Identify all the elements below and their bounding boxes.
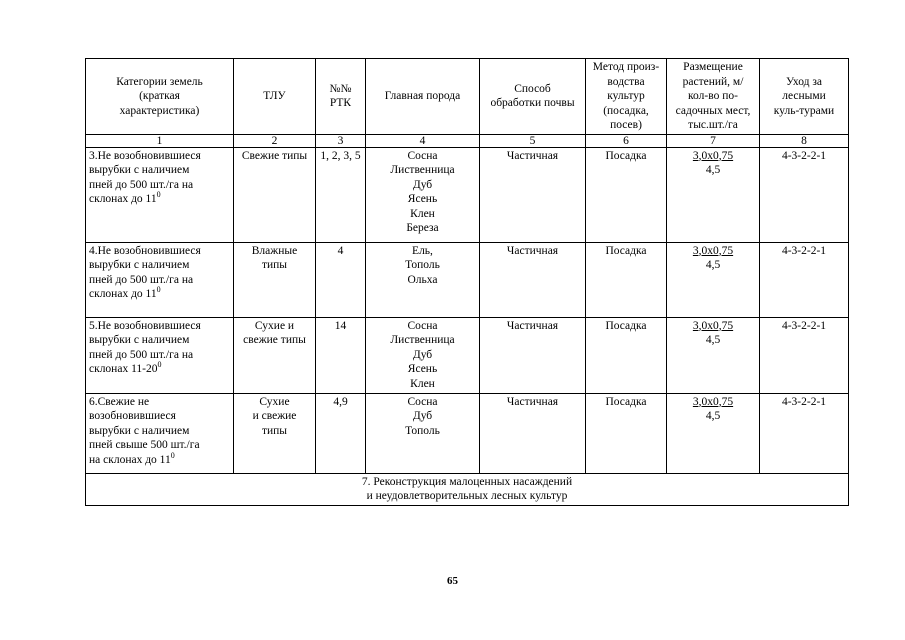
tlu-line: Сухие [259,395,290,408]
degree-superscript: 0 [170,450,175,460]
header-line: куль-турами [773,104,835,117]
land-category-line: вырубки с наличием [89,259,190,271]
planting-count: 4,5 [705,259,721,271]
column-number-8: 8 [760,134,849,147]
land-category-line: вырубки с наличием [89,164,190,176]
placement-cell [667,317,760,393]
degree-superscript: 0 [156,285,161,295]
table-body [86,147,849,505]
soil-treatment-cell: Частичная [480,317,586,393]
land-category-line: склонах до $11^0$ [89,285,161,300]
column-number-7: 7 [667,134,760,147]
tlu-line: свежие типы [243,334,306,346]
header-cell-2 [234,59,316,135]
tlu-cell [234,147,316,242]
tlu-cell [234,393,316,473]
species-item: Дуб [412,178,433,191]
header-line: Категории земель [116,75,203,88]
header-line: характеристика) [119,104,200,117]
header-line: культур [607,90,645,102]
tlu-cell [234,242,316,317]
section-title-row [86,473,849,505]
land-category-line: пней до 500 шт./га на [89,178,194,191]
tlu-line: Влажные [251,244,298,257]
rtk-cell: 4,9 [316,393,366,473]
column-numbers-row [86,134,849,147]
land-category-line: пней до 500 шт./га на [89,348,194,361]
species-item: Дуб [412,410,433,422]
species-item: Ольха [407,273,438,286]
header-line: ТЛУ [263,90,286,102]
land-category-line: вырубки с наличием [89,424,190,437]
care-cell: 4-3-2-2-1 [760,393,849,473]
section-title-line: 7. Реконструкция малоценных насаждений [361,475,573,488]
header-line: обработки почвы [490,97,575,110]
tlu-line: Сухие и [254,319,295,332]
column-number-3: 3 [316,134,366,147]
planting-count: 4,5 [705,410,721,422]
tlu-line: и свежие [252,410,297,422]
species-item: Тополь [405,259,440,271]
species-cell [366,393,480,473]
placement-spacing: 3,0х0,75 [692,395,734,408]
placement-cell [667,147,760,242]
placement-cell [667,242,760,317]
species-item: Береза [406,222,439,234]
production-method-cell: Посадка [586,393,667,473]
land-category-line: на склонах до $11^0$ [89,450,175,466]
placement-spacing: 3,0х0,75 [692,149,734,162]
header-cell-4 [366,59,480,135]
header-line: кол-во по- [688,90,738,102]
species-item: Клен [410,207,435,220]
placement-spacing: 3,0х0,75 [692,319,734,332]
species-item: Лиственница [390,164,455,176]
header-cell-7 [667,59,760,135]
placement-cell [667,393,760,473]
planting-count: 4,5 [705,334,721,346]
tlu-line: Свежие типы [241,149,308,162]
header-line: тыс.шт./га [688,119,738,131]
header-cell-8 [760,59,849,135]
soil-treatment-cell: Частичная [480,147,586,242]
header-row [86,59,849,135]
species-item: Сосна [407,395,438,408]
land-category-line: 3.Не возобновившиеся [89,149,201,162]
species-item: Сосна [407,319,438,332]
header-line: водства [607,75,645,88]
land-category-line: склонах $11-20^0$ [89,360,162,375]
land-category-line: пней свыше 500 шт./га [89,439,200,451]
species-cell [366,242,480,317]
section-title-cell [86,473,849,505]
care-cell: 4-3-2-2-1 [760,147,849,242]
table-row [86,242,849,317]
land-category-cell [86,393,234,473]
header-line: посев) [610,119,642,131]
land-category-line: возобновившиеся [89,410,176,422]
care-cell: 4-3-2-2-1 [760,242,849,317]
section-title-line: и неудовлетворительных лесных культур [366,490,568,502]
header-line: Размещение [683,61,743,73]
species-item: Сосна [407,149,438,162]
column-number-1: 1 [86,134,234,147]
land-category-line: 5.Не возобновившиеся [89,319,201,332]
soil-treatment-cell: Частичная [480,393,586,473]
header-cell-5 [480,59,586,135]
table-row [86,147,849,242]
species-item: Ясень [407,193,438,205]
column-number-4: 4 [366,134,480,147]
rtk-cell: 4 [316,242,366,317]
species-cell [366,317,480,393]
header-line: (краткая [139,90,180,102]
species-item: Ясень [407,363,438,375]
header-cell-1 [86,59,234,135]
land-category-line: склонах до $11^0$ [89,190,161,205]
soil-treatment-cell: Частичная [480,242,586,317]
land-category-line: пней до 500 шт./га на [89,273,194,286]
degree-superscript: 0 [156,190,161,200]
header-line: лесными [782,90,826,102]
header-cell-6 [586,59,667,135]
header-line: Метод произ- [592,61,660,73]
tlu-line: типы [261,424,288,437]
page-number: 65 [447,575,458,587]
table-row [86,393,849,473]
header-line: Уход за [785,75,823,88]
header-line: №№ [329,82,352,95]
species-item: Дуб [412,348,433,361]
forestry-table [85,58,849,506]
placement-spacing: 3,0х0,75 [692,244,734,257]
column-number-5: 5 [480,134,586,147]
header-line: садочных мест, [675,104,751,117]
tlu-cell [234,317,316,393]
production-method-cell: Посадка [586,242,667,317]
planting-count: 4,5 [705,164,721,176]
column-number-2: 2 [234,134,316,147]
rtk-cell: 14 [316,317,366,393]
table-row [86,317,849,393]
header-line: (посадка, [603,104,649,117]
species-item: Клен [410,377,435,390]
species-item: Лиственница [390,334,455,346]
header-line: Способ [514,82,551,95]
header-cell-3 [316,59,366,135]
land-category-line: 4.Не возобновившиеся [89,244,201,257]
land-category-cell [86,317,234,393]
header-line: растений, м/ [682,75,744,88]
land-category-line: 6.Свежие не [89,395,150,408]
species-item: Ель, [412,244,433,257]
species-item: Тополь [405,424,440,437]
production-method-cell: Посадка [586,147,667,242]
header-line: Главная порода [384,90,461,102]
land-category-cell [86,242,234,317]
degree-superscript: 0 [157,360,162,370]
land-category-line: вырубки с наличием [89,334,190,346]
production-method-cell: Посадка [586,317,667,393]
land-category-cell [86,147,234,242]
care-cell: 4-3-2-2-1 [760,317,849,393]
column-number-6: 6 [586,134,667,147]
species-cell [366,147,480,242]
header-line: РТК [329,97,352,110]
tlu-line: типы [261,259,288,271]
rtk-cell: 1, 2, 3, 5 [316,147,366,242]
